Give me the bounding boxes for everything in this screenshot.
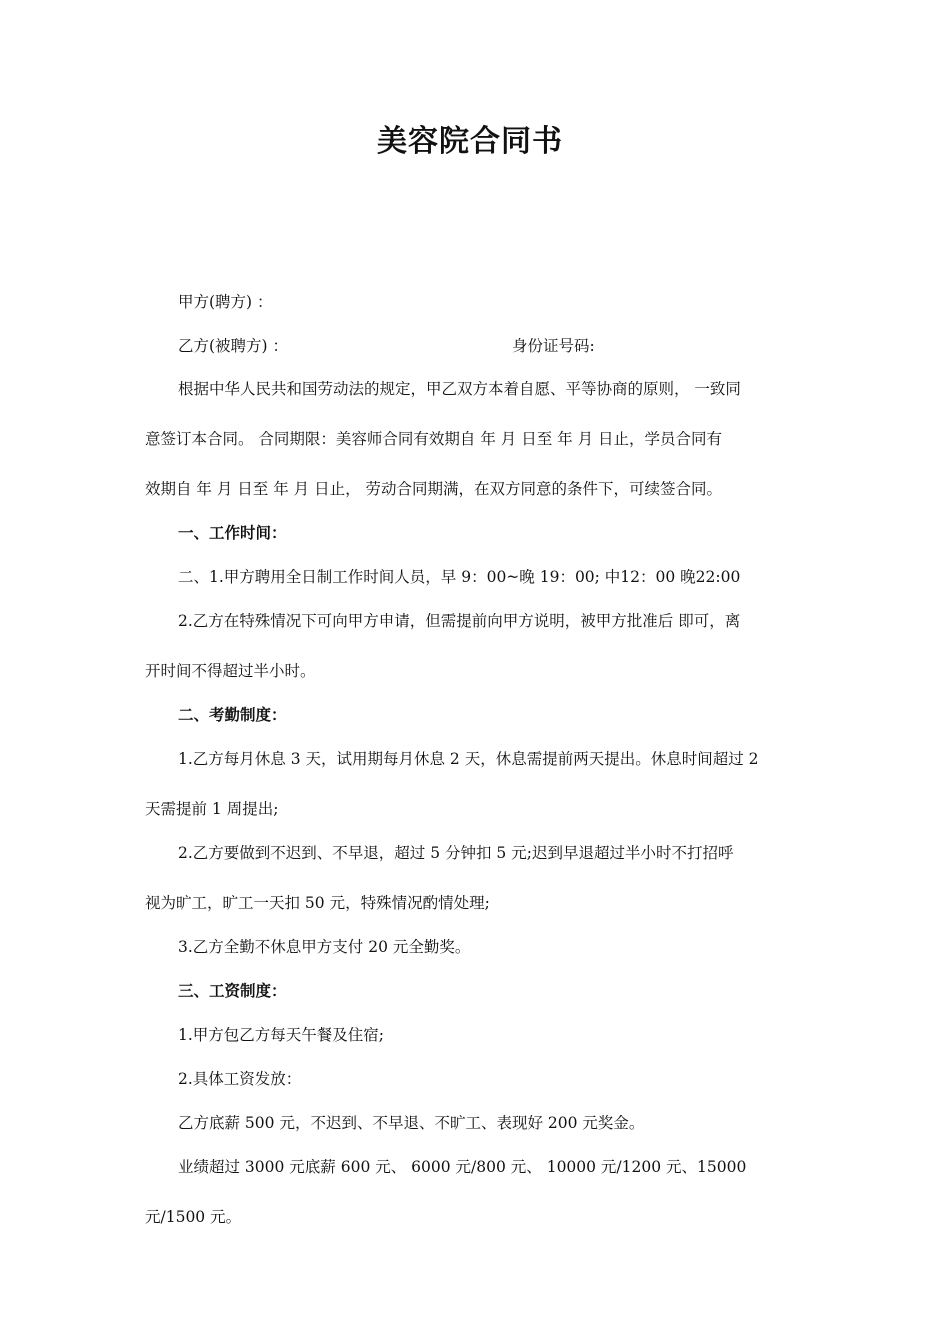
- intro-paragraph-line-2: 意签订本合同。 合同期限：美容师合同有效期自 年 月 日至 年 月 日止，学员合同有: [145, 430, 722, 448]
- salary-line-4: 业绩超过 3000 元底薪 600 元、 6000 元/800 元、 10000 元/1200 元、15000: [178, 1158, 747, 1176]
- party-a-label: 甲方(聘方) ：: [178, 293, 273, 311]
- party-b-label: 乙方(被聘方) ：: [178, 337, 289, 355]
- work-time-line-1: 二、1.甲方聘用全日制工作时间人员，早 9：00~晚 19：00; 中12：00 晚22:00: [178, 568, 741, 586]
- salary-line-1: 1.甲方包乙方每天午餐及住宿;: [178, 1026, 385, 1044]
- intro-paragraph-line-3: 效期自 年 月 日至 年 月 日止， 劳动合同期满，在双方同意的条件下，可续签合同。: [145, 480, 722, 498]
- attendance-line-3: 2.乙方要做到不迟到、不早退，超过 5 分钟扣 5 元;迟到早退超过半小时不打招呼: [178, 844, 734, 862]
- attendance-line-5: 3.乙方全勤不休息甲方支付 20 元全勤奖。: [178, 938, 471, 956]
- section-heading-salary: 三、工资制度：: [178, 982, 287, 1000]
- attendance-line-1: 1.乙方每月休息 3 天，试用期每月休息 2 天，休息需提前两天提出。休息时间超过 2: [178, 750, 759, 768]
- document-title: 美容院合同书: [377, 124, 563, 159]
- salary-line-5: 元/1500 元。: [145, 1208, 242, 1226]
- section-heading-work-time: 一、工作时间：: [178, 524, 287, 542]
- salary-line-3: 乙方底薪 500 元，不迟到、不早退、不旷工、表现好 200 元奖金。: [178, 1114, 645, 1132]
- work-time-line-3: 开时间不得超过半小时。: [145, 662, 316, 680]
- attendance-line-4: 视为旷工，旷工一天扣 50 元，特殊情况酌情处理;: [145, 894, 490, 912]
- intro-paragraph-line-1: 根据中华人民共和国劳动法的规定，甲乙双方本着自愿、平等协商的原则， 一致同: [178, 380, 741, 398]
- attendance-line-2: 天需提前 1 周提出;: [145, 800, 279, 818]
- section-heading-attendance: 二、考勤制度：: [178, 706, 287, 724]
- id-number-label: 身份证号码:: [512, 337, 595, 355]
- salary-line-2: 2.具体工资发放：: [178, 1070, 302, 1088]
- work-time-line-2: 2.乙方在特殊情况下可向甲方申请，但需提前向甲方说明，被甲方批准后 即可，离: [178, 612, 741, 630]
